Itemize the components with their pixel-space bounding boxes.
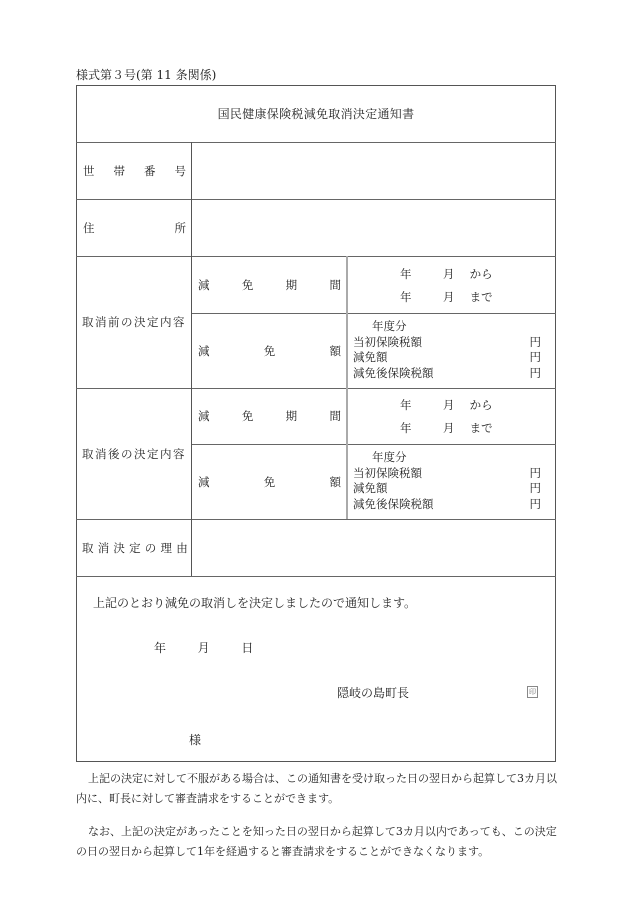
to-suffix: まで <box>469 290 493 304</box>
household-number-label <box>83 142 186 199</box>
label-char: 免 <box>263 474 276 489</box>
amount-label: 減免後保険税額 <box>353 365 434 380</box>
year-unit: 年 <box>400 398 412 412</box>
yen-unit: 円 <box>529 465 541 480</box>
amount-row-after-reduction <box>353 497 541 513</box>
seal-icon: 印 <box>529 688 536 696</box>
label-char: 間 <box>329 409 341 423</box>
label-char: 減 <box>198 409 210 423</box>
household-number-field[interactable] <box>192 143 555 199</box>
before-cancellation-label: 取消前の決定内容 <box>82 315 186 329</box>
address-field[interactable] <box>192 200 555 256</box>
yen-unit: 円 <box>529 365 541 380</box>
year-unit: 年 <box>400 421 412 435</box>
fiscal-year-label: 年度分 <box>372 319 407 333</box>
after-amount-block[interactable] <box>353 450 541 512</box>
reason-field[interactable] <box>192 520 555 576</box>
label-char: 期 <box>285 409 298 423</box>
month-unit: 月 <box>442 398 455 412</box>
from-suffix: から <box>469 398 493 412</box>
amount-row-reduction <box>353 481 541 497</box>
label-char: 所 <box>174 220 186 235</box>
after-amount-label <box>198 444 341 519</box>
document-title: 国民健康保険税減免取消決定通知書 <box>217 107 415 121</box>
form-number: 様式第３号(第 11 条関係) <box>76 68 217 82</box>
year-unit: 年 <box>400 267 412 281</box>
label-char: 号 <box>174 163 186 178</box>
month-unit: 月 <box>442 421 455 435</box>
label-char: 減 <box>198 343 210 358</box>
yen-unit: 円 <box>529 481 541 495</box>
notice-text: 上記のとおり減免の取消しを決定しましたので通知します。 <box>93 596 417 610</box>
amount-row-reduction <box>353 350 541 366</box>
before-period-label <box>198 256 341 313</box>
after-period-label <box>198 388 341 444</box>
amount-label: 減免後保険税額 <box>353 496 434 511</box>
label-char: 世 <box>83 163 95 178</box>
date-month-unit: 月 <box>197 641 210 655</box>
label-char: 期 <box>285 277 298 292</box>
before-period-to[interactable] <box>400 289 493 305</box>
label-char: 額 <box>329 343 341 358</box>
yen-unit: 円 <box>529 496 541 511</box>
label-char: 番 <box>144 163 156 178</box>
label-char: 額 <box>329 474 341 489</box>
after-cancellation-label: 取消後の決定内容 <box>82 446 186 461</box>
label-char: 免 <box>263 343 276 358</box>
month-unit: 月 <box>442 267 455 281</box>
address-label <box>83 199 186 256</box>
before-amount-label <box>198 313 341 388</box>
label-char: 免 <box>241 409 254 423</box>
after-period-to[interactable] <box>400 420 493 436</box>
year-unit: 年 <box>400 290 412 304</box>
amount-row-initial <box>353 335 541 351</box>
amount-label: 減免額 <box>353 350 388 364</box>
fiscal-year-label: 年度分 <box>372 450 407 464</box>
amount-row-after-reduction <box>353 366 541 382</box>
date-day-unit: 日 <box>241 641 254 655</box>
label-char: 減 <box>198 277 210 292</box>
footnote-appeal: 上記の決定に対して不服がある場合は、この通知書を受け取った日の翌日から起算して3カ月以内に、町長に対して審査請求をすることができます。 <box>76 772 557 805</box>
amount-label: 減免額 <box>353 481 388 495</box>
label-char: 減 <box>198 474 210 489</box>
notice-date[interactable] <box>154 639 253 656</box>
date-year-unit: 年 <box>154 641 167 655</box>
column-divider-before <box>346 256 348 388</box>
label-char: 帯 <box>113 163 125 178</box>
footnote-deadline: なお、上記の決定があったことを知った日の翌日から起算して3カ月以内であっても、この決定の日の翌日から起算して1年を経過すると審査請求をすることができなくなります。 <box>76 825 557 858</box>
label-char: 免 <box>241 277 254 292</box>
to-suffix: まで <box>469 421 493 435</box>
amount-label: 当初保険税額 <box>353 334 422 349</box>
divider-reason <box>76 576 556 577</box>
issuer-name: 隠岐の島町長 <box>337 686 410 700</box>
reason-label: 取消決定の理由 <box>82 540 192 555</box>
month-unit: 月 <box>442 290 455 304</box>
after-period-from[interactable] <box>400 397 493 413</box>
amount-row-initial <box>353 466 541 482</box>
label-char: 間 <box>329 277 341 292</box>
yen-unit: 円 <box>529 334 541 349</box>
column-divider-after <box>346 388 348 519</box>
before-period-from[interactable] <box>400 266 493 282</box>
yen-unit: 円 <box>529 350 541 364</box>
before-amount-block[interactable] <box>353 319 541 381</box>
amount-label: 当初保険税額 <box>353 465 422 480</box>
label-char: 住 <box>83 220 95 235</box>
addressee-suffix: 様 <box>189 733 202 747</box>
from-suffix: から <box>469 267 493 281</box>
